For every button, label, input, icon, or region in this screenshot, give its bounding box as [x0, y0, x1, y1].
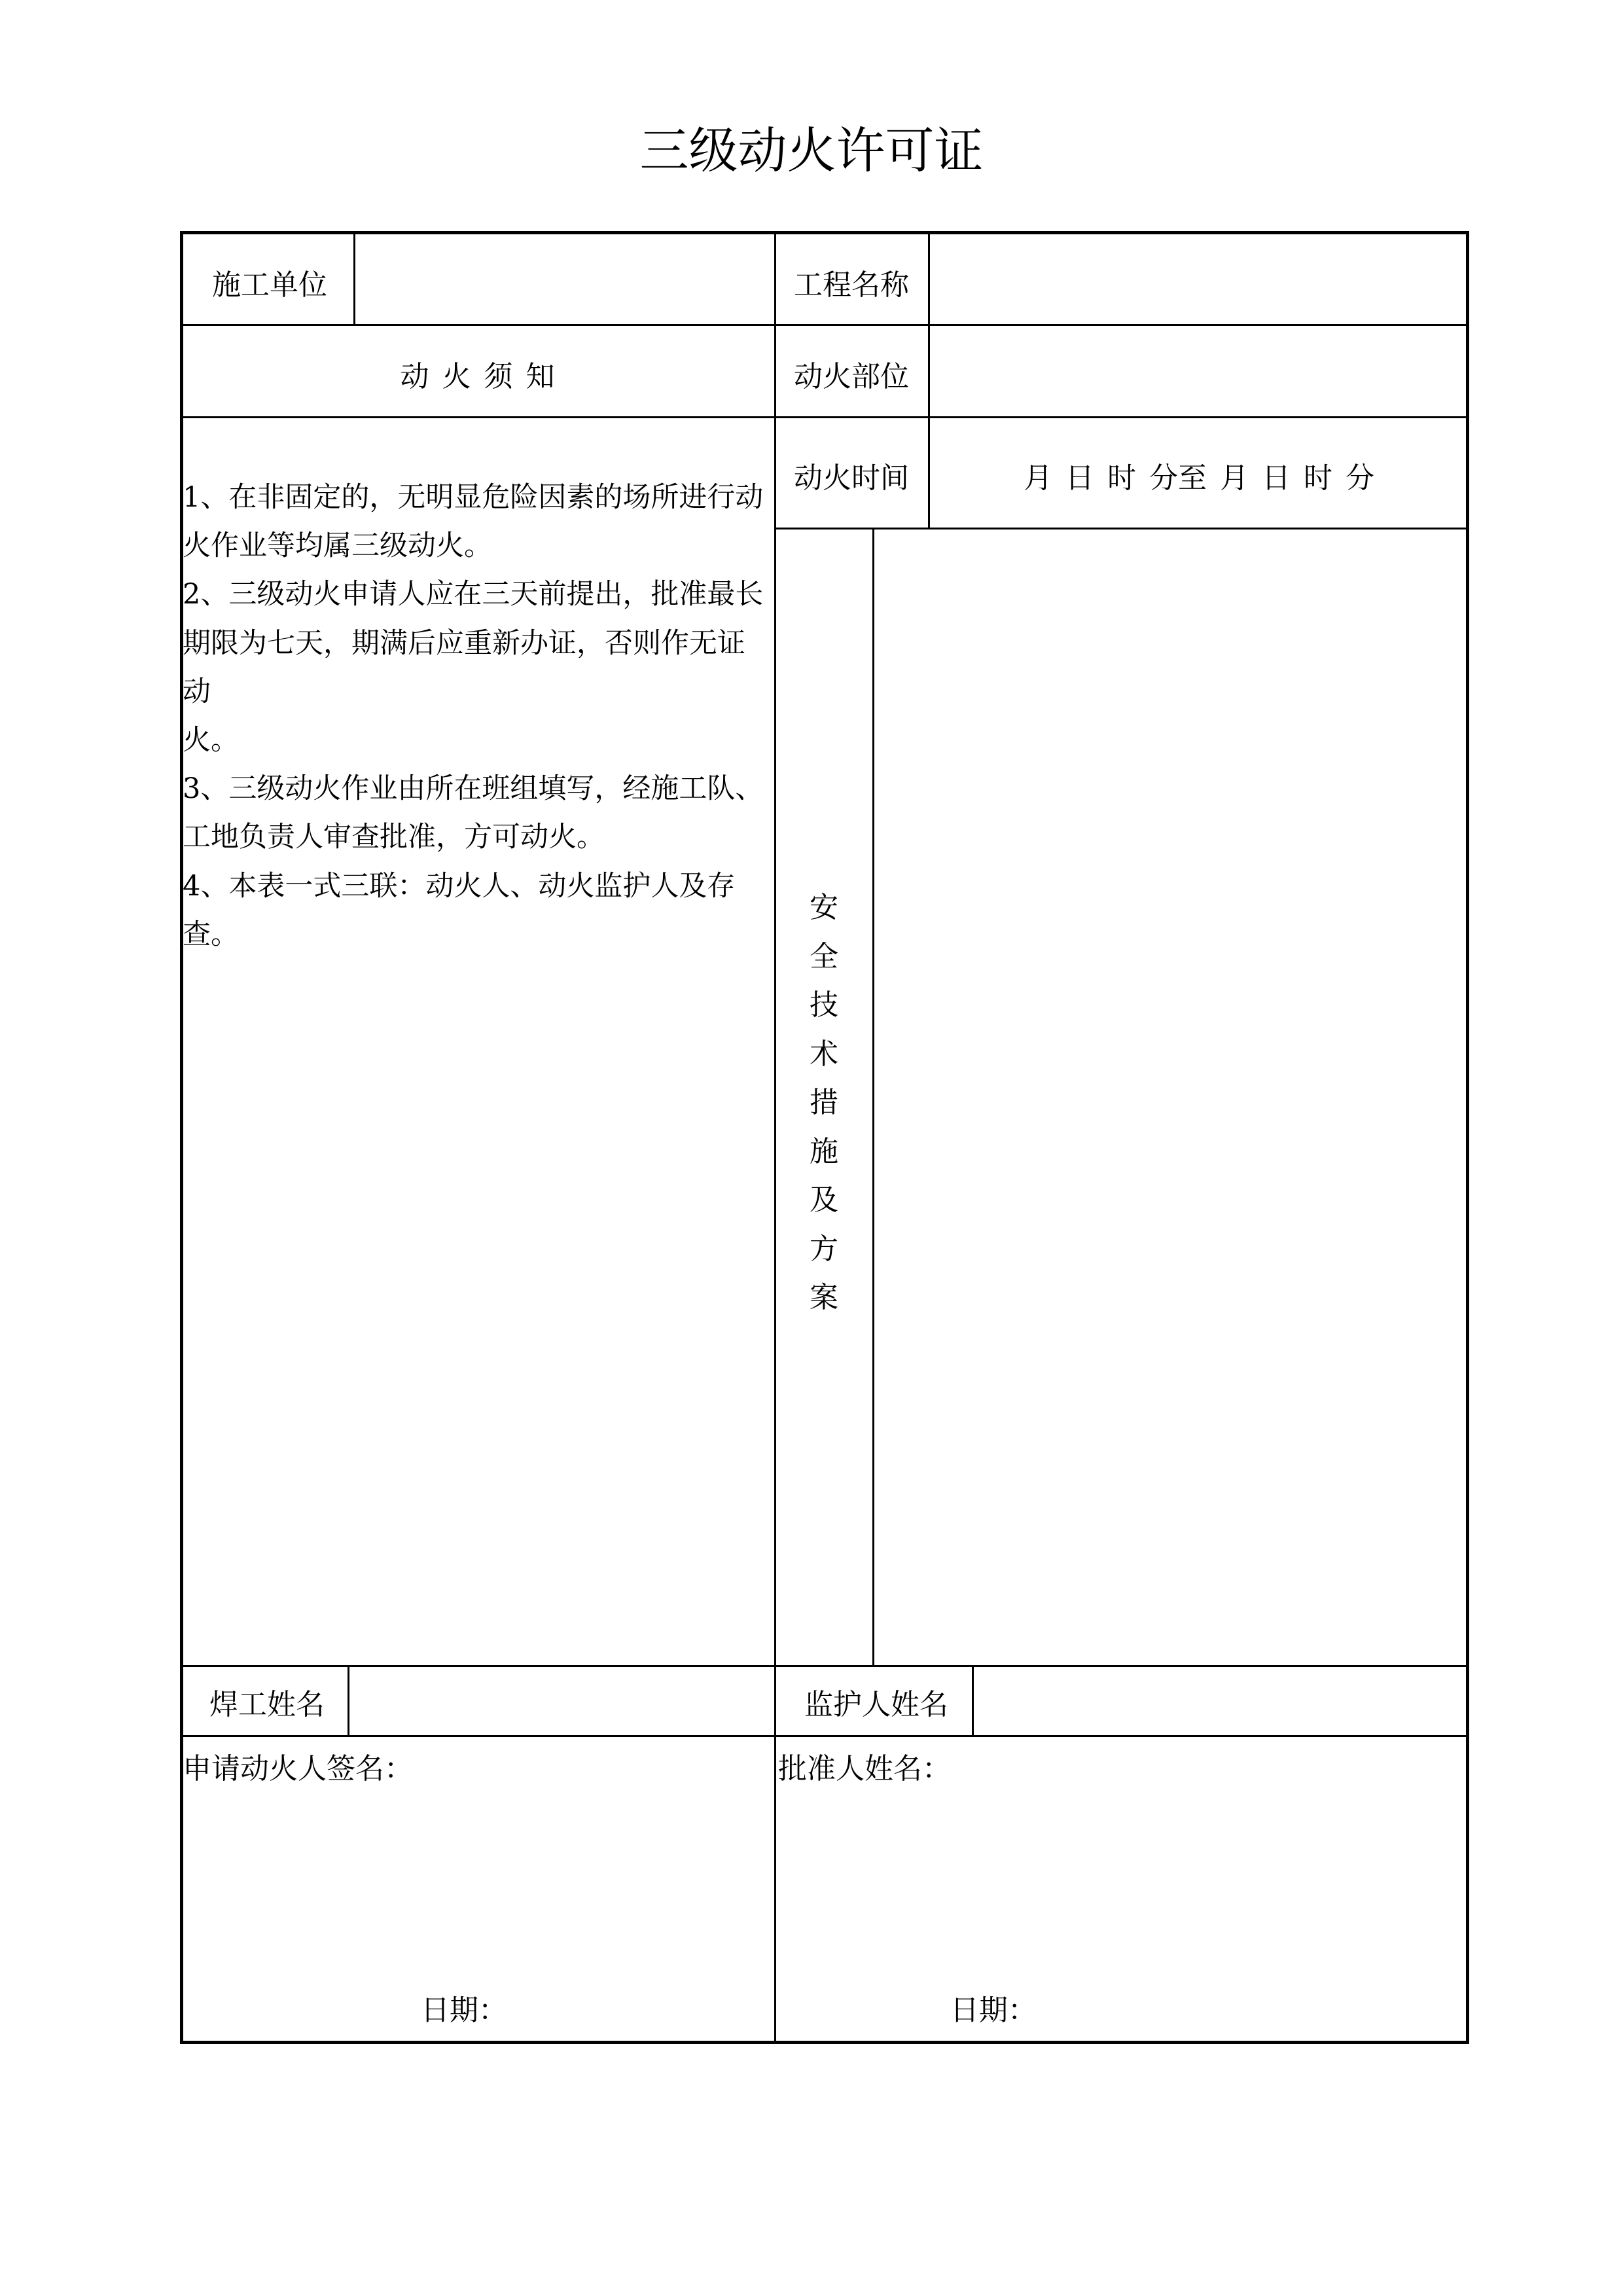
approver-date-label: 日期：	[950, 1994, 1037, 2027]
applicant-date-label: 日期：	[421, 1994, 507, 2027]
construction-unit-label: 施工单位	[212, 268, 327, 302]
supervisor-name-label: 监护人姓名	[804, 1688, 948, 1721]
approver-name-label: 批准人姓名：	[778, 1752, 951, 1785]
notice-line: 动	[183, 675, 211, 708]
col-divider-supervisor	[972, 1666, 974, 1736]
notice-line: 1、在非固定的，无明显危险因素的场所进行动	[183, 481, 764, 514]
notice-list	[183, 473, 763, 959]
col-divider-middle	[774, 231, 776, 2044]
row-divider-1	[180, 324, 1469, 326]
notice-line: 4、本表一式三联：动火人、动火监护人及存	[183, 869, 736, 903]
notice-line: 工地负责人审查批准，方可动火。	[183, 821, 605, 854]
notice-line: 火作业等均属三级动火。	[183, 529, 492, 563]
hot-work-time-label: 动火时间	[794, 461, 909, 495]
welder-name-label: 焊工姓名	[209, 1688, 325, 1721]
col-divider-unit	[353, 231, 355, 325]
row-divider-time	[775, 528, 1469, 529]
safety-measures-label: 安全技术措施及方案	[810, 891, 838, 1314]
hot-work-location-label: 动火部位	[794, 360, 909, 393]
col-divider-welder	[348, 1666, 349, 1736]
row-divider-names	[180, 1665, 1469, 1667]
page-title: 三级动火许可证	[639, 122, 984, 179]
notice-heading: 动 火 须 知	[400, 360, 555, 393]
project-name-label: 工程名称	[794, 268, 909, 302]
row-divider-2	[180, 416, 1469, 418]
notice-line: 2、三级动火申请人应在三天前提出，批准最长	[183, 578, 764, 611]
col-divider-safety	[872, 528, 874, 1666]
notice-line: 3、三级动火作业由所在班组填写，经施工队、	[183, 772, 764, 806]
applicant-signature-label: 申请动火人签名：	[183, 1752, 413, 1785]
notice-line: 查。	[183, 918, 239, 951]
notice-line: 火。	[183, 724, 239, 757]
row-divider-signatures	[180, 1735, 1469, 1737]
notice-line: 期限为七天，期满后应重新办证，否则作无证	[183, 626, 745, 660]
hot-work-time-value: 月 日 时 分至 月 日 时 分	[1024, 461, 1374, 495]
